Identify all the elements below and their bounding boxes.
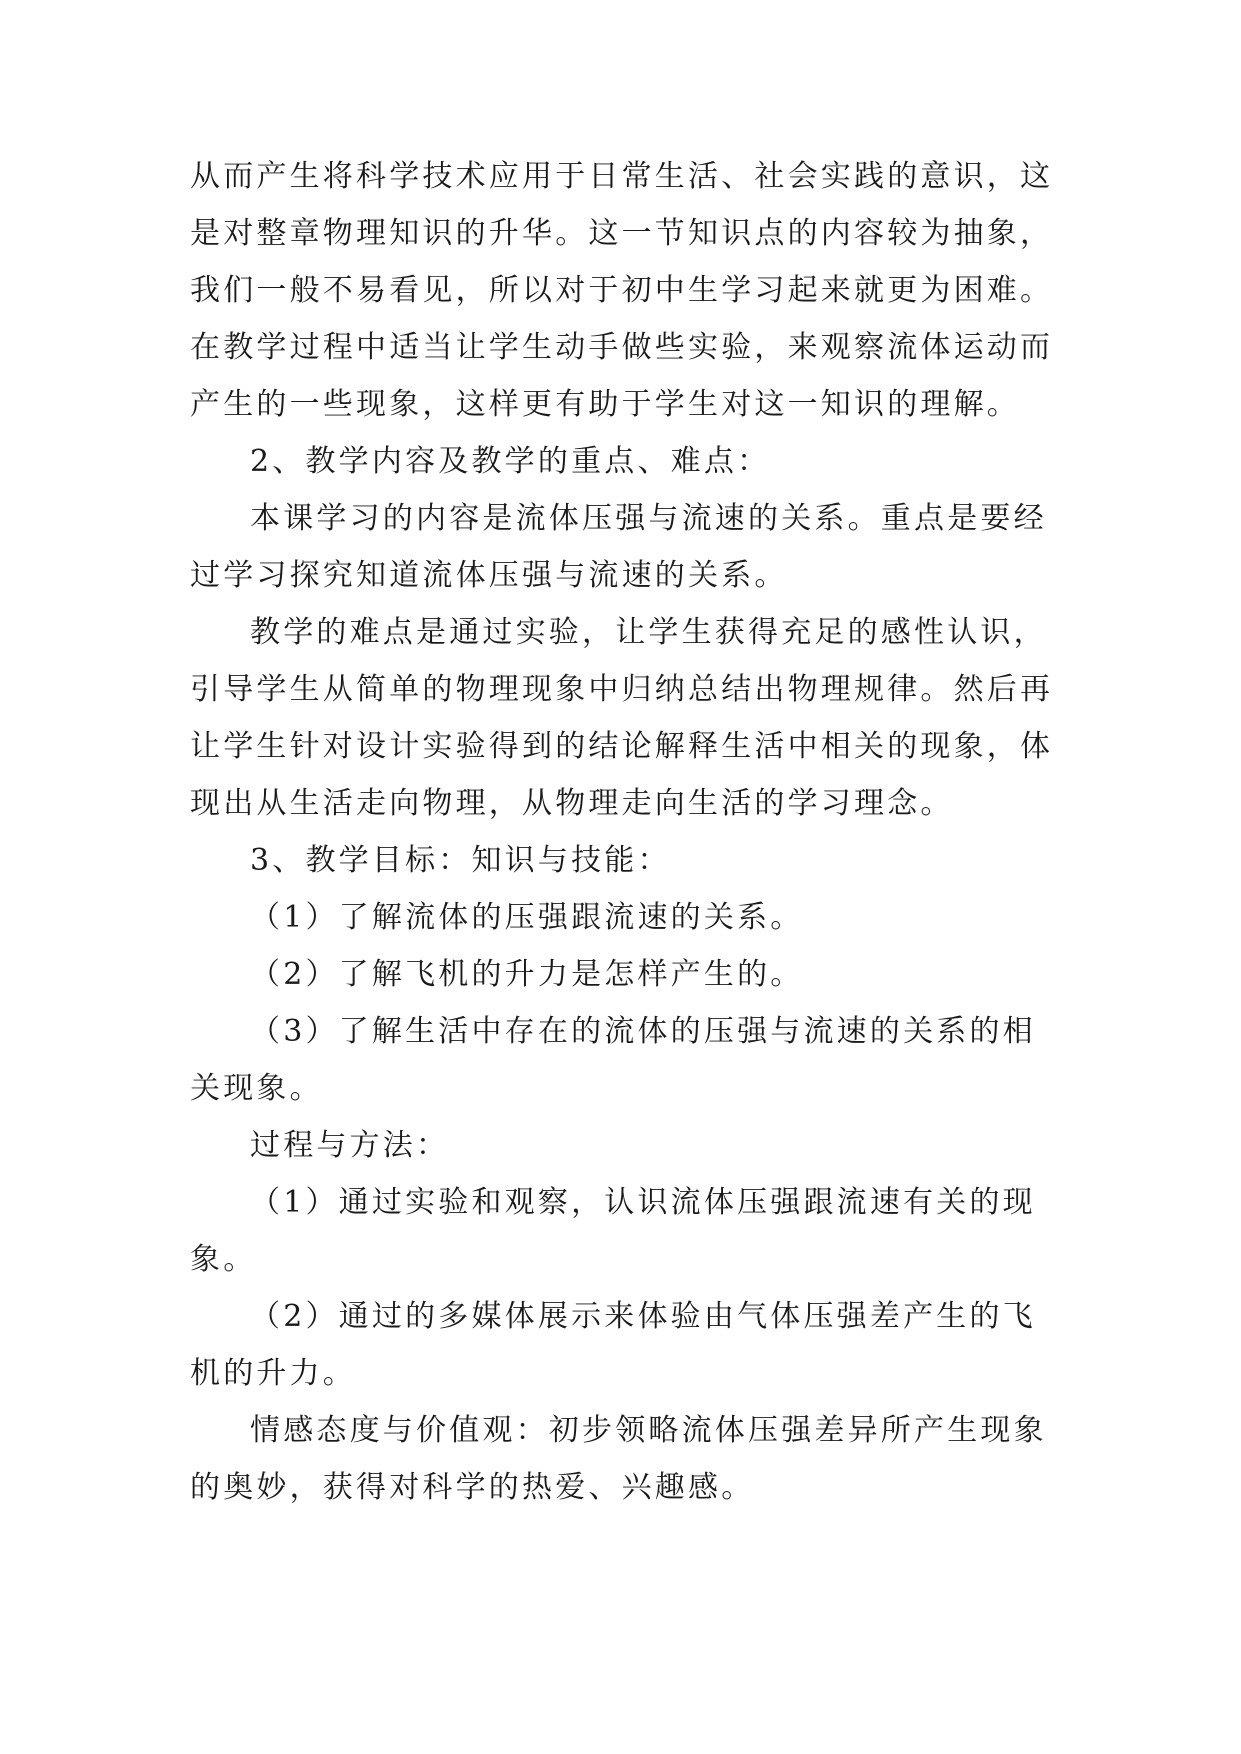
text-line-8: 过学习探究知道流体压强与流速的关系。 <box>190 558 788 593</box>
text-line-9: 教学的难点是通过实验，让学生获得充足的感性认识， <box>250 615 1047 650</box>
list-item-2: （2）了解飞机的升力是怎样产生的。 <box>250 957 804 992</box>
section-heading-2: 2、教学内容及教学的重点、难点： <box>250 444 771 479</box>
text-line-emotion: 情感态度与价值观：初步领略流体压强差异所产生现象 <box>250 1413 1047 1448</box>
list-item-3: （3）了解生活中存在的流体的压强与流速的关系的相 <box>250 1014 1036 1049</box>
text-line-4: 在教学过程中适当让学生动手做些实验，来观察流体运动而 <box>190 330 1054 365</box>
text-line-11: 让学生针对设计实验得到的结论解释生活中相关的现象，体 <box>190 729 1054 764</box>
text-line-7: 本课学习的内容是流体压强与流速的关系。重点是要经 <box>250 501 1047 536</box>
text-line-emotion-cont: 的奥妙，获得对科学的热爱、兴趣感。 <box>190 1470 755 1505</box>
section-heading-3: 3、教学目标：知识与技能： <box>250 843 671 878</box>
text-line-10: 引导学生从简单的物理现象中归纳总结出物理规律。然后再 <box>190 672 1054 707</box>
list-item-1: （1）了解流体的压强跟流速的关系。 <box>250 900 804 935</box>
list-item-4: （1）通过实验和观察，认识流体压强跟流速有关的现 <box>250 1185 1036 1220</box>
list-item-4-cont: 象。 <box>190 1242 257 1277</box>
list-item-3-cont: 关现象。 <box>190 1071 323 1106</box>
list-item-5-cont: 机的升力。 <box>190 1356 356 1391</box>
list-item-5: （2）通过的多媒体展示来体验由气体压强差产生的飞 <box>250 1299 1036 1334</box>
text-line-1: 从而产生将科学技术应用于日常生活、社会实践的意识，这 <box>190 159 1054 194</box>
text-line-5: 产生的一些现象，这样更有助于学生对这一知识的理解。 <box>190 387 1020 422</box>
text-line-12: 现出从生活走向物理，从物理走向生活的学习理念。 <box>190 786 954 821</box>
text-line-2: 是对整章物理知识的升华。这一节知识点的内容较为抽象， <box>190 216 1054 251</box>
subheading-process: 过程与方法： <box>250 1128 450 1163</box>
text-line-3: 我们一般不易看见，所以对于初中生学习起来就更为困难。 <box>190 273 1054 308</box>
